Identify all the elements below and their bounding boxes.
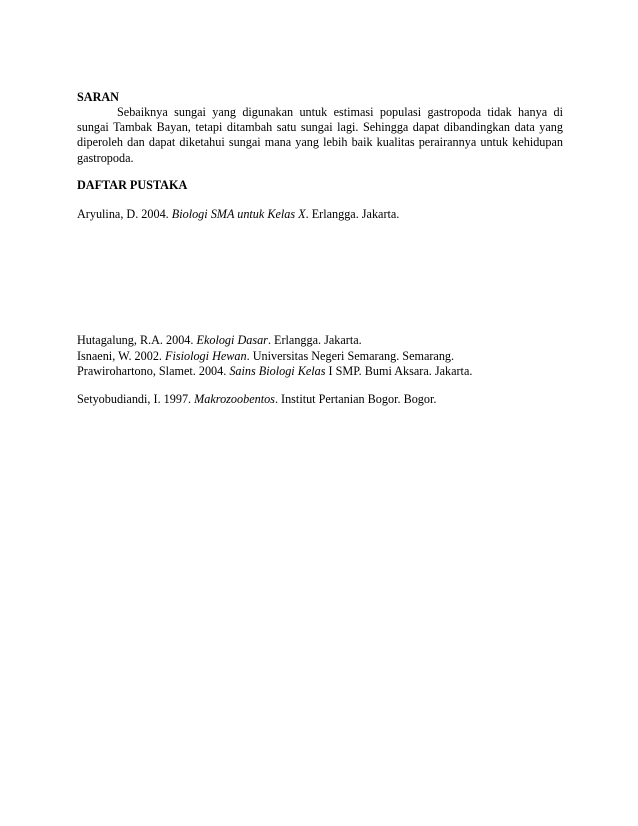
reference-title: Biologi SMA untuk Kelas X <box>171 207 306 221</box>
reference-author-year: Hutagalung, R.A. 2004. <box>77 333 197 347</box>
reference-publisher: . Institut Pertanian Bogor. Bogor. <box>274 392 437 406</box>
daftar-pustaka-section <box>77 178 563 193</box>
reference-item <box>77 349 563 364</box>
saran-section <box>77 90 563 166</box>
reference-item <box>77 392 563 407</box>
reference-publisher: I SMP. Bumi Aksara. Jakarta. <box>325 364 473 378</box>
reference-author-year: Isnaeni, W. 2002. <box>77 349 166 363</box>
reference-author-year: Prawirohartono, Slamet. 2004. <box>77 364 230 378</box>
saran-paragraph: Sebaiknya sungai yang digunakan untuk estimasi populasi gastropoda tidak hanya di sungai Tambak Bayan, tetapi ditambah satu sungai lagi. Sehingga dapat dibandingkan data yang diperoleh dan dapat diketahui sungai mana yang lebih baik kualitas perairannya untuk kehidupan gastropoda. <box>77 105 563 165</box>
reference-item <box>77 333 563 348</box>
reference-item <box>77 207 563 222</box>
reference-title: Sains Biologi Kelas <box>229 364 326 378</box>
reference-title: Makrozoobentos <box>194 392 275 406</box>
reference-publisher: . Erlangga. Jakarta. <box>305 207 400 221</box>
reference-title: Fisiologi Hewan <box>165 349 247 363</box>
reference-author-year: Aryulina, D. 2004. <box>77 207 172 221</box>
reference-item <box>77 364 563 379</box>
reference-title: Ekologi Dasar <box>196 333 268 347</box>
reference-publisher: . Erlangga. Jakarta. <box>267 333 362 347</box>
reference-author-year: Setyobudiandi, I. 1997. <box>77 392 195 406</box>
saran-heading: SARAN <box>77 90 119 104</box>
reference-publisher: . Universitas Negeri Semarang. Semarang. <box>246 349 455 363</box>
daftar-pustaka-heading: DAFTAR PUSTAKA <box>77 178 188 192</box>
